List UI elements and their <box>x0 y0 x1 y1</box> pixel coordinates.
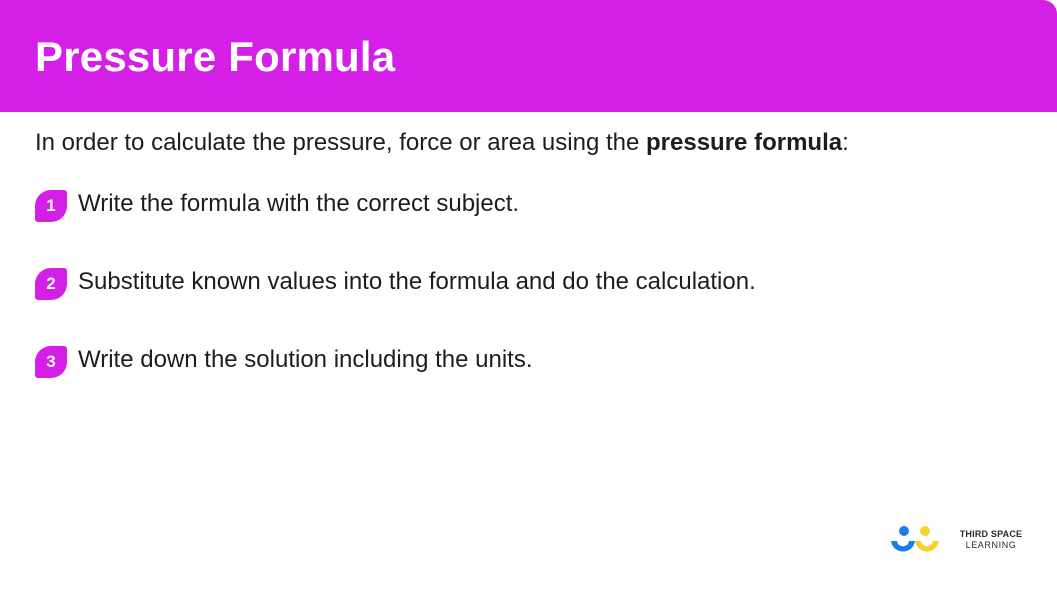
step-2 <box>35 264 756 300</box>
step-3 <box>35 342 533 378</box>
step-number-badge: 2 <box>35 268 67 300</box>
logo-text <box>946 529 1036 551</box>
step-text: Substitute known values into the formula and do the calculation. <box>78 268 756 295</box>
step-1 <box>35 186 519 222</box>
page-title: Pressure Formula <box>35 33 396 80</box>
step-number-badge: 3 <box>35 346 67 378</box>
third-space-learning-logo <box>889 524 1029 558</box>
intro-text-start: In order to calculate the pressure, force or area using the <box>35 129 647 156</box>
logo-text-line2: LEARNING <box>965 540 1017 550</box>
logo-text-line1: THIRD SPACE <box>959 529 1023 539</box>
third-space-learning-logo-icon <box>889 524 941 556</box>
step-text: Write down the solution including the units. <box>78 346 533 373</box>
header-banner <box>0 0 1057 112</box>
intro-text-end: : <box>842 129 849 156</box>
step-number-badge: 1 <box>35 190 67 222</box>
intro-bold-term: pressure formula <box>646 129 843 156</box>
step-text: Write the formula with the correct subject. <box>78 190 520 217</box>
intro-text <box>35 127 849 159</box>
